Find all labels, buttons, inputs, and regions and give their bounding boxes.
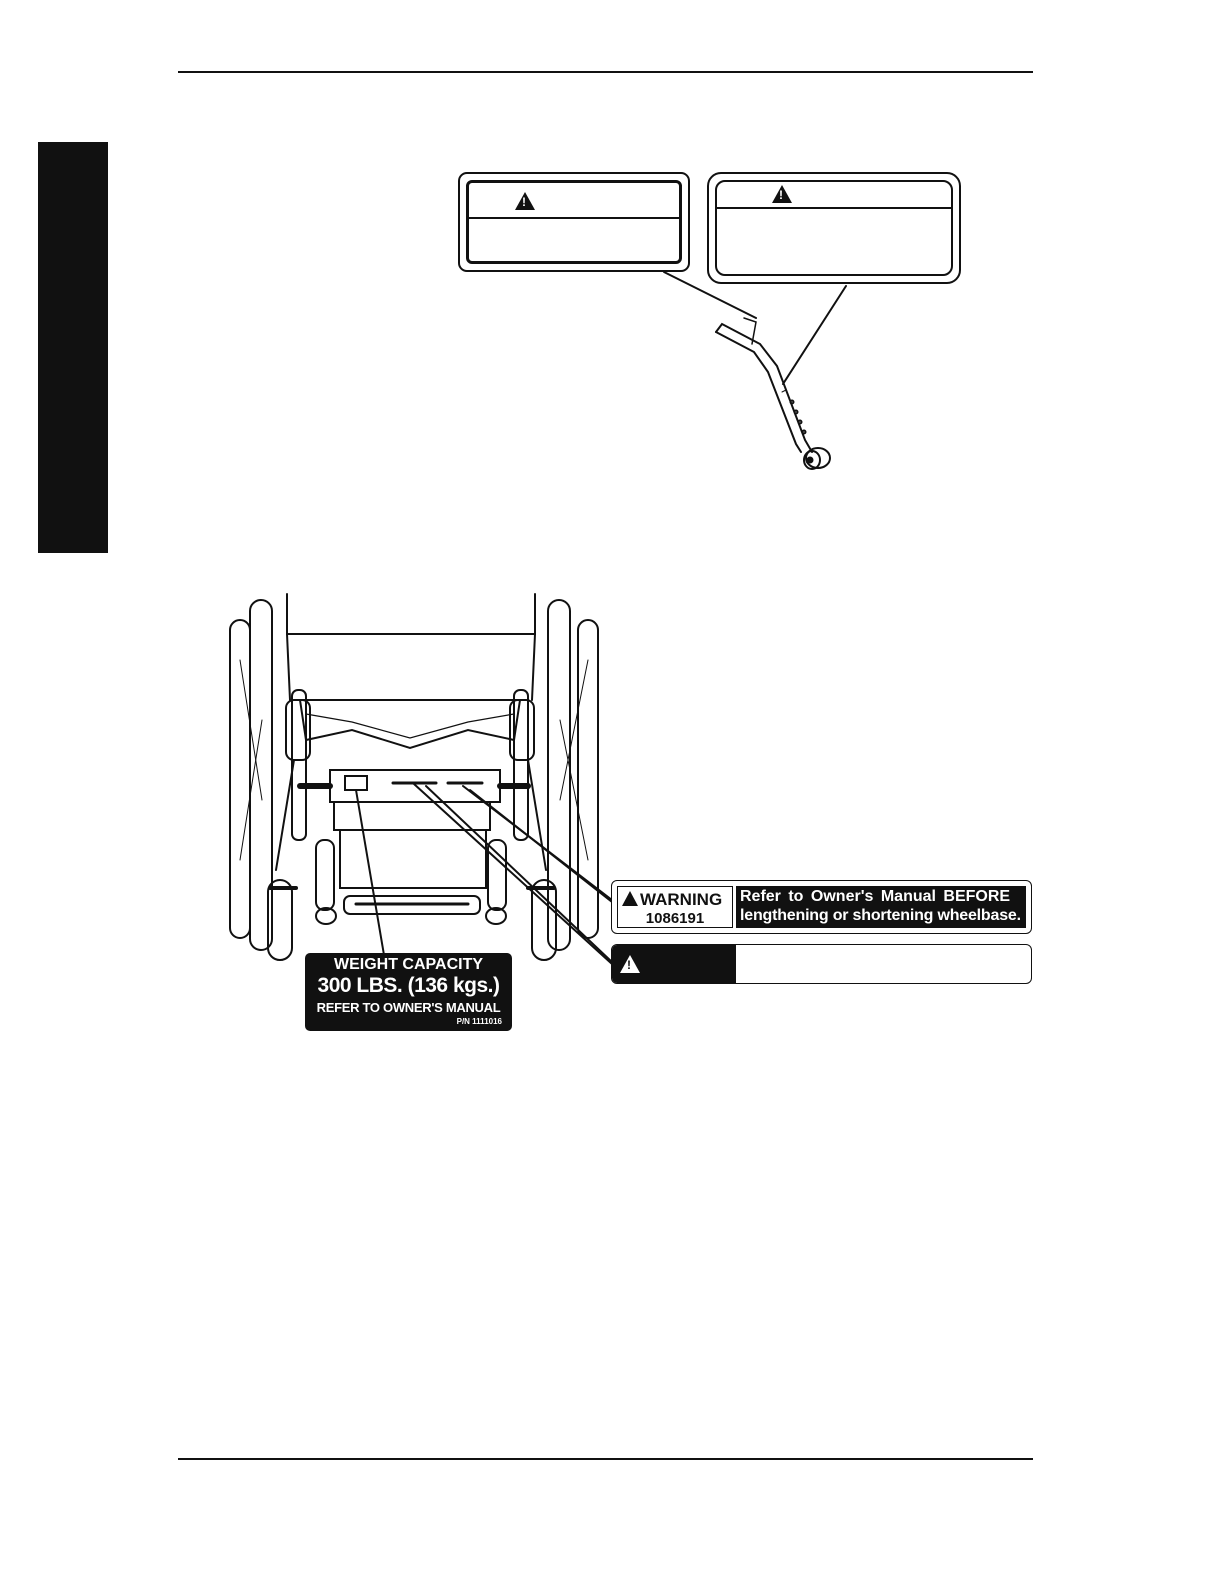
wheelbase-message-line1: Refer to Owner's Manual BEFORE: [740, 888, 1011, 905]
wheelbase-message-line2: lengthening or shortening wheelbase.: [740, 907, 1021, 924]
warning-strip-label: [611, 944, 1032, 984]
weight-part-number: P/N 1111016: [456, 1017, 502, 1026]
wheelbase-warning-label: [611, 880, 1032, 934]
weight-capacity-title: WEIGHT CAPACITY: [333, 956, 484, 973]
wheelchair-drawing: [230, 594, 612, 964]
leader-line: [783, 286, 846, 384]
leader-line: [426, 786, 612, 962]
wheelbase-warning-header: [617, 886, 733, 928]
wheelbase-warning-word: WARNING: [640, 890, 723, 909]
weight-capacity-value: 300 LBS. (136 kgs.): [317, 974, 500, 997]
leader-line: [470, 790, 612, 902]
wheelbase-label-code: 1086191: [645, 910, 705, 927]
leader-line: [664, 272, 756, 318]
weight-capacity-label: [305, 953, 512, 1031]
caster-fork-drawing: [716, 318, 830, 469]
warning-triangle-icon: [620, 955, 640, 973]
warning-triangle-icon: [622, 891, 638, 906]
weight-capacity-note: REFER TO OWNER'S MANUAL: [316, 1000, 501, 1015]
leader-line: [356, 790, 384, 955]
wheelbase-warning-message: [736, 886, 1026, 928]
warning-strip-header: [612, 945, 736, 983]
